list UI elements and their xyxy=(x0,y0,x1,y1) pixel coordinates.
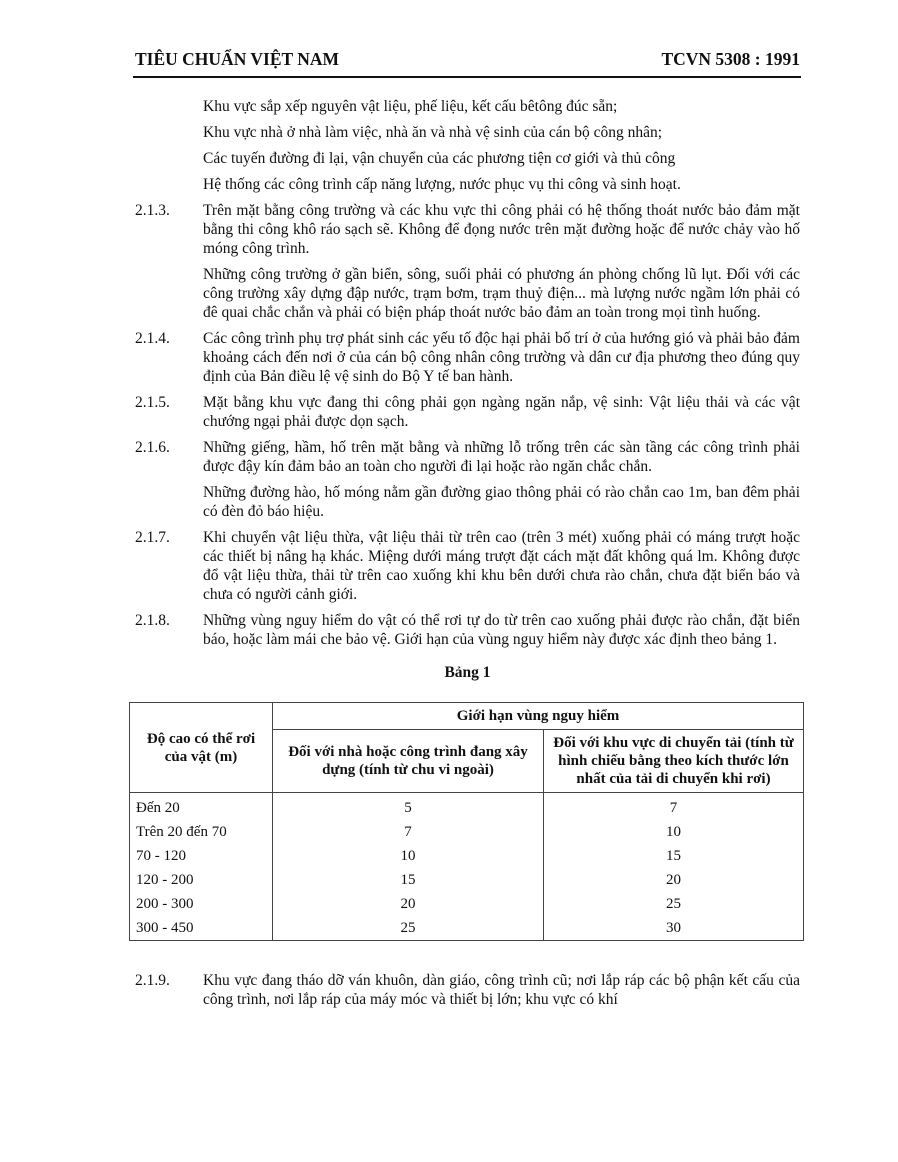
section-2-1-7 xyxy=(135,528,800,604)
section-text: Những giếng, hầm, hố trên mặt bằng và những lỗ trống trên các sàn tầng các công trình phải được đậy kín đảm bảo an toàn cho người đi lại hoặc rào ngăn chắc chắn. xyxy=(203,439,800,475)
building-column-header: Đối với nhà hoặc công trình đang xây dựng (tính từ chu vi ngoài) xyxy=(273,730,544,793)
section-2-1-9 xyxy=(135,971,800,1009)
table-row xyxy=(130,820,804,844)
table-cell: 20 xyxy=(273,892,544,916)
section-number: 2.1.6. xyxy=(135,439,170,456)
table-cell: 70 - 120 xyxy=(130,844,273,868)
danger-limit-group-header: Giới hạn vùng nguy hiểm xyxy=(273,703,804,730)
table-cell: 30 xyxy=(544,916,804,941)
table-row xyxy=(130,844,804,868)
section-text: Mặt bằng khu vực đang thi công phải gọn ngàng ngăn nắp, vệ sinh: Vật liệu thải và các vật chướng ngại phải được dọn sạch. xyxy=(203,394,800,430)
section-number: 2.1.5. xyxy=(135,394,170,411)
section-2-1-8 xyxy=(135,611,800,649)
table-cell: 25 xyxy=(273,916,544,941)
table-row xyxy=(130,916,804,941)
table-cell: 200 - 300 xyxy=(130,892,273,916)
section-text: Những đường hào, hố móng nằm gần đường giao thông phải có rào chắn cao 1m, ban đêm phải có đèn đỏ báo hiệu. xyxy=(203,484,800,520)
table-cell: 300 - 450 xyxy=(130,916,273,941)
table-cell: 15 xyxy=(544,844,804,868)
table-cell: 25 xyxy=(544,892,804,916)
section-number: 2.1.9. xyxy=(135,972,170,989)
section-text: Các công trình phụ trợ phát sinh các yếu tố độc hại phải bố trí ở của hướng gió và phải bảo đảm khoảng cách đến nơi ở của cán bộ công nhân công trường và dân cư địa phương theo đúng quy định của Bản điều lệ vệ sinh do Bộ Y tế ban hành. xyxy=(203,330,800,385)
table-row xyxy=(130,793,804,821)
table-cell: 7 xyxy=(544,793,804,821)
section-text: Những công trường ở gần biển, sông, suối phải có phương án phòng chống lũ lụt. Đối với các công trường xây dựng đập nước, trạm bơm, trạm thuỷ điện... mà lượng nước ngầm lớn phải có đê quai chắc chắn và phải có biện pháp thoát nước bảo đảm an toàn trong mọi tình huống. xyxy=(203,266,800,321)
table-title: Bảng 1 xyxy=(444,664,491,681)
intro-line: Các tuyến đường đi lại, vận chuyển của các phương tiện cơ giới và thủ công xyxy=(203,150,676,167)
section-2-1-6 xyxy=(135,438,800,476)
table-cell: 5 xyxy=(273,793,544,821)
intro-line: Khu vực nhà ở nhà làm việc, nhà ăn và nhà vệ sinh của cán bộ công nhân; xyxy=(203,124,663,141)
intro-line: Khu vực sắp xếp nguyên vật liệu, phế liệu, kết cấu bêtông đúc sẵn; xyxy=(203,98,618,115)
table-cell: 20 xyxy=(544,868,804,892)
intro-line: Hệ thống các công trình cấp năng lượng, nước phục vụ thi công và sinh hoạt. xyxy=(203,176,681,193)
section-text: Những vùng nguy hiểm do vật có thể rơi tự do từ trên cao xuống phải được rào chắn, đặt biển báo, hoặc làm mái che bảo vệ. Giới hạn của vùng nguy hiểm này được xác định theo bảng 1. xyxy=(203,612,800,648)
table-cell: 10 xyxy=(273,844,544,868)
section-2-1-4 xyxy=(135,329,800,386)
section-number: 2.1.7. xyxy=(135,529,170,546)
section-number: 2.1.4. xyxy=(135,330,170,347)
section-text: Trên mặt bằng công trường và các khu vực thi công phải có hệ thống thoát nước bảo đảm mặt bằng thi công khô ráo sạch sẽ. Không để đọng nước trên mặt đường hoặc để nước chảy vào hố móng công trình. xyxy=(203,202,800,257)
section-text: Khu vực đang tháo dỡ ván khuôn, dàn giáo, công trình cũ; nơi lắp ráp các bộ phận kết cấu của công trình, nơi lắp ráp của máy móc và thiết bị lớn; khu vực có khí xyxy=(203,972,800,1008)
height-column-header: Độ cao có thể rơi của vật (m) xyxy=(130,703,273,793)
table-cell: Đến 20 xyxy=(130,793,273,821)
header-standard-name: TIÊU CHUẨN VIỆT NAM xyxy=(135,49,340,69)
table-cell: 15 xyxy=(273,868,544,892)
section-number: 2.1.8. xyxy=(135,612,170,629)
table-cell: Trên 20 đến 70 xyxy=(130,820,273,844)
section-2-1-5 xyxy=(135,393,800,431)
table-row xyxy=(130,868,804,892)
section-text: Khi chuyển vật liệu thừa, vật liệu thải từ trên cao (trên 3 mét) xuống phải có máng trượt hoặc các thiết bị nâng hạ khác. Miệng dưới máng trượt đặt cách mặt đất không quá lm. Không được đổ vật liệu thừa, thải từ trên cao xuống khi khu bên dưới chưa rào chắn, chưa đặt biển báo và chưa có người cảnh giới. xyxy=(203,529,800,603)
table-cell: 120 - 200 xyxy=(130,868,273,892)
table-cell: 7 xyxy=(273,820,544,844)
table-header-row xyxy=(130,703,804,730)
header-divider xyxy=(133,76,801,78)
table-row xyxy=(130,892,804,916)
header-standard-code: TCVN 5308 : 1991 xyxy=(661,49,800,69)
table-cell: 10 xyxy=(544,820,804,844)
page-header xyxy=(135,50,800,69)
page-body xyxy=(135,97,800,1016)
load-area-column-header: Đối với khu vực di chuyển tải (tính từ hình chiếu bằng theo kích thước lớn nhất của tải di chuyển khi rơi) xyxy=(544,730,804,793)
danger-zone-table xyxy=(129,702,804,941)
section-2-1-3 xyxy=(135,201,800,258)
section-number: 2.1.3. xyxy=(135,202,170,219)
